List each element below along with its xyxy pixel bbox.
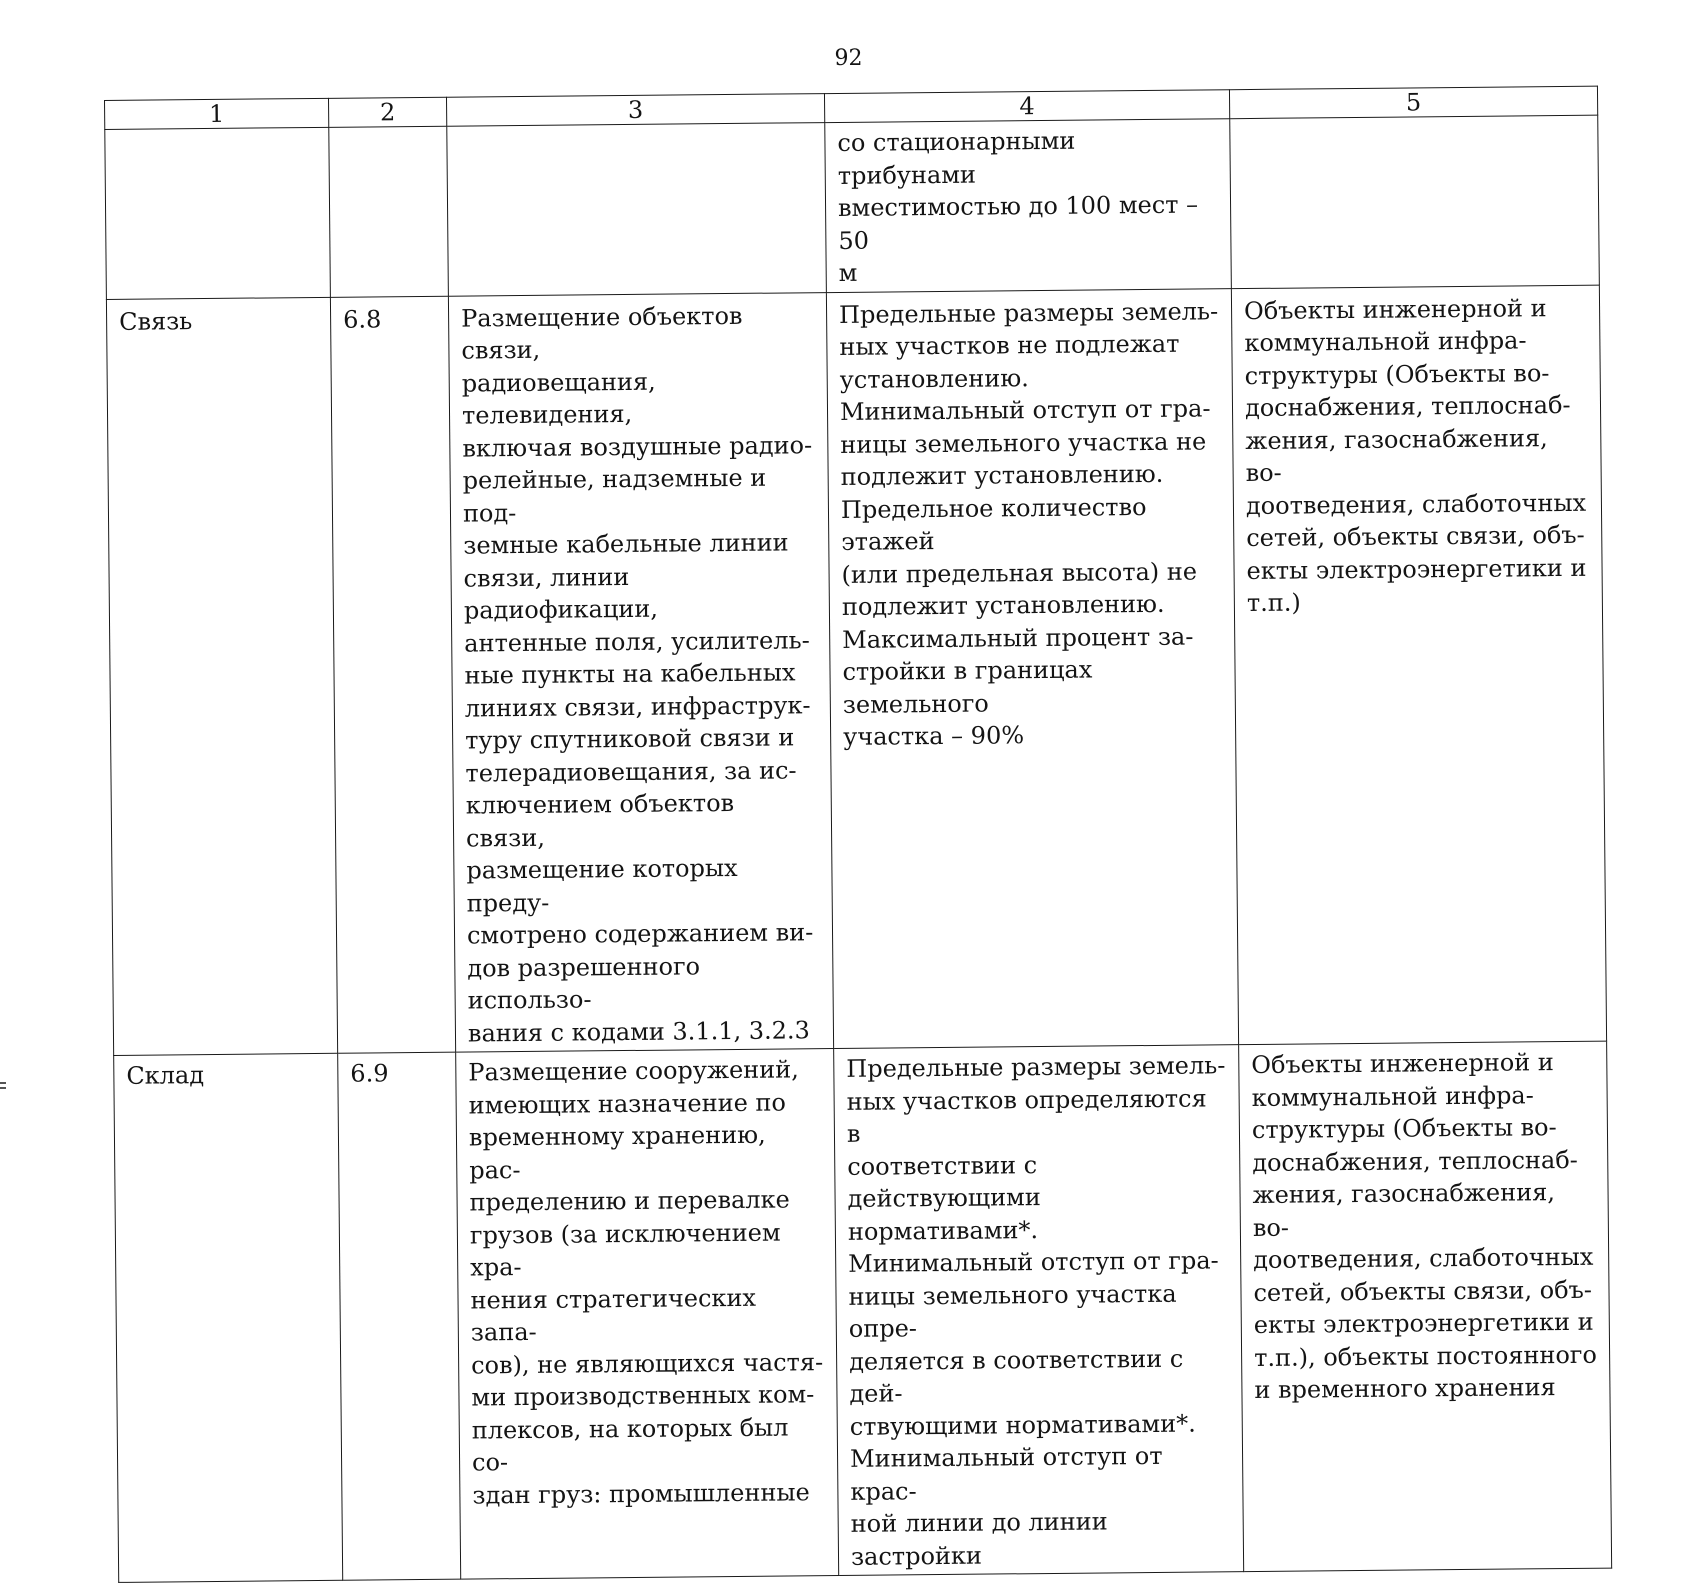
use-objects-text [1242, 120, 1585, 123]
cell-use-parameters [826, 288, 1238, 1048]
column-header-4: 4 [824, 90, 1229, 123]
column-header-2: 2 [328, 97, 446, 127]
column-header-3: 3 [446, 94, 824, 127]
use-name-text: Склад [126, 1061, 205, 1090]
use-description-text [459, 127, 812, 130]
page-number: 92 [834, 46, 863, 71]
use-objects-text: Объекты инженерной и коммунальной инфра- структуры (Объекты во- доснабжения, теплоснаб- жения, газоснабжения, во- доотведения, слаботочных сетей, объекты связи, объ- екты электроэнергетики и т.п.) [1243, 293, 1587, 618]
cell-use-objects [1239, 1041, 1612, 1572]
use-parameters-text: со стационарными трибунами вместимостью до 100 мест – 50 м [837, 126, 1199, 287]
table-row-sklad [114, 1041, 1612, 1582]
table-row-continuation [105, 115, 1600, 299]
use-code-text: 6.8 [342, 304, 382, 334]
cell-use-code [329, 126, 449, 297]
cell-use-name [105, 127, 331, 299]
use-code-text [341, 131, 434, 132]
scan-edge-mark [0, 1082, 6, 1094]
cell-use-description [448, 292, 833, 1052]
cell-use-name [106, 297, 337, 1056]
land-use-table [104, 86, 1612, 1583]
cell-use-code [330, 296, 455, 1054]
cell-use-objects [1231, 285, 1606, 1045]
cell-use-code [338, 1052, 461, 1580]
use-description-text: Размещение объектов связи, радиовещания, телевидения, включая воздушные радио- релейные, надземные и под- земные кабельные линии связи, линии радиофикации, антенные поля, усилитель- ные пункты на кабельных линиях связи, инфраструк- туру спутниковой связи и телерадиовещания, за ис- ключением объектов связи, размещение которых преду- смотрено содержанием ви- дов разрешенного использо- вания с кодами 3.1.1, 3.2.3 [460, 301, 814, 1048]
land-use-table-wrapper [104, 86, 1611, 1583]
use-code-text: 6.9 [350, 1059, 389, 1088]
use-parameters-text: Предельные размеры земель- ных участков не подлежат установлению. Минимальный отступ от гра- ницы земельного участка не подлежит установлению. Предельное количество этажей (или предельная высота) не подлежит установлению. Максимальный процент за- стройки в границах земельного участка – 90% [838, 296, 1219, 751]
use-name-text [117, 132, 316, 134]
cell-use-parameters [834, 1045, 1244, 1576]
table-row-svyaz [106, 285, 1606, 1056]
column-header-1: 1 [105, 98, 329, 129]
cell-use-objects [1230, 115, 1600, 288]
cell-use-name [114, 1053, 343, 1582]
column-header-5: 5 [1229, 86, 1597, 119]
cell-use-parameters [825, 119, 1232, 292]
use-name-text: Связь [118, 306, 193, 336]
use-objects-text: Объекты инженерной и коммунальной инфра- структуры (Объекты во- доснабжения, теплоснаб- жения, газоснабжения, во- доотведения, слаботочных сетей, объекты связи, объ- екты электроэнергетики и т.п.), объекты постоянного и временного хранения [1251, 1048, 1597, 1405]
use-description-text: Размещение сооружений, имеющих назначение по временному хранению, рас- пределению и перевалке грузов (за исключением хра- нения стратегических запа- сов), не являющихся частя- ми производственных ком- плексов, на которых был со- здан груз: промышленные [468, 1055, 824, 1510]
cell-use-description [456, 1049, 839, 1580]
cell-use-description [447, 123, 827, 296]
use-parameters-text: Предельные размеры земель- ных участков определяются в соответствии с действующими нормативами*. Минимальный отступ от гра- ницы земельного участка опре- деляется в соответствии с дей- ствующими нормативами*. Минимальный отступ от крас- ной линии до линии застройки [846, 1051, 1226, 1571]
